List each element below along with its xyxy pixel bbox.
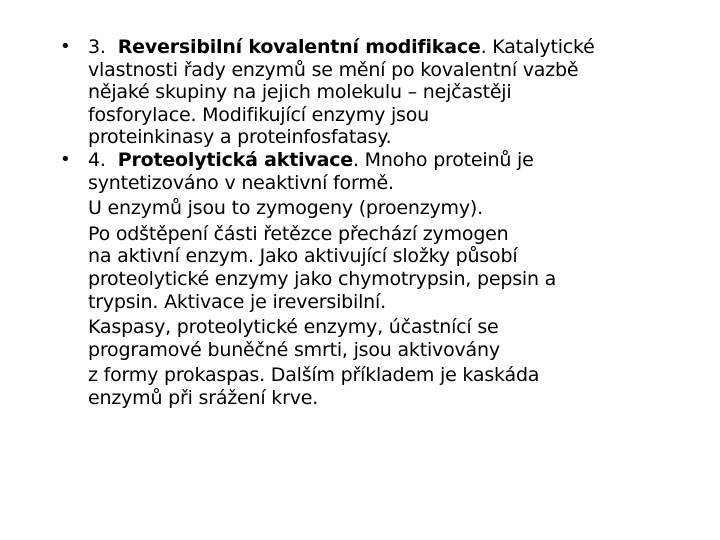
bullet-line: nějaké skupiny na jejich molekulu – nejčastěji — [88, 81, 512, 104]
bullet-heading-suffix: . Mnoho proteinů je — [352, 148, 534, 171]
bullet-first-line — [88, 36, 700, 59]
bullet-number: 4. — [88, 148, 106, 171]
bullet-line: vlastnosti řady enzymů se mění po kovalentní vazbě — [88, 58, 579, 81]
bullet-line: proteolytické enzymy jako chymotrypsin, pepsin a — [88, 267, 557, 290]
bullet-number: 3. — [88, 36, 106, 58]
bullet-line: programové buněčné smrti, jsou aktivovány — [88, 338, 500, 361]
bullet-list — [60, 36, 700, 410]
bullet-line: na aktivní enzym. Jako aktivující složky působí — [88, 245, 518, 268]
bullet-line: Kaspasy, proteolytické enzymy, účastnící se — [88, 316, 499, 339]
bullet-heading: Proteolytická aktivace — [117, 148, 353, 171]
bullet-heading: Reversibilní kovalentní modifikace — [117, 36, 481, 58]
bullet-marker: • — [60, 36, 71, 57]
bullet-line: U enzymů jsou to zymogeny (proenzymy). — [88, 197, 483, 220]
bullet-heading-suffix: . Katalytické — [480, 36, 595, 58]
bullet-line: Po odštěpení části řetězce přechází zymogen — [88, 222, 509, 245]
bullet-marker: • — [60, 148, 71, 170]
bullet-line: z formy prokaspas. Dalším příkladem je kaskáda — [88, 364, 540, 387]
bullet-item-3 — [60, 36, 700, 149]
bullet-line: syntetizováno v neaktivní formě. — [88, 171, 394, 194]
bullet-line: enzymů při srážení krve. — [88, 386, 319, 409]
bullet-line: fosforylace. Modifikující enzymy jsou — [88, 103, 430, 126]
bullet-item-4 — [60, 149, 700, 410]
bullet-first-line — [88, 149, 700, 172]
bullet-line: proteinkinasy a proteinfosfatasy. — [88, 126, 392, 149]
bullet-line: trypsin. Aktivace je ireversibilní. — [88, 290, 386, 313]
